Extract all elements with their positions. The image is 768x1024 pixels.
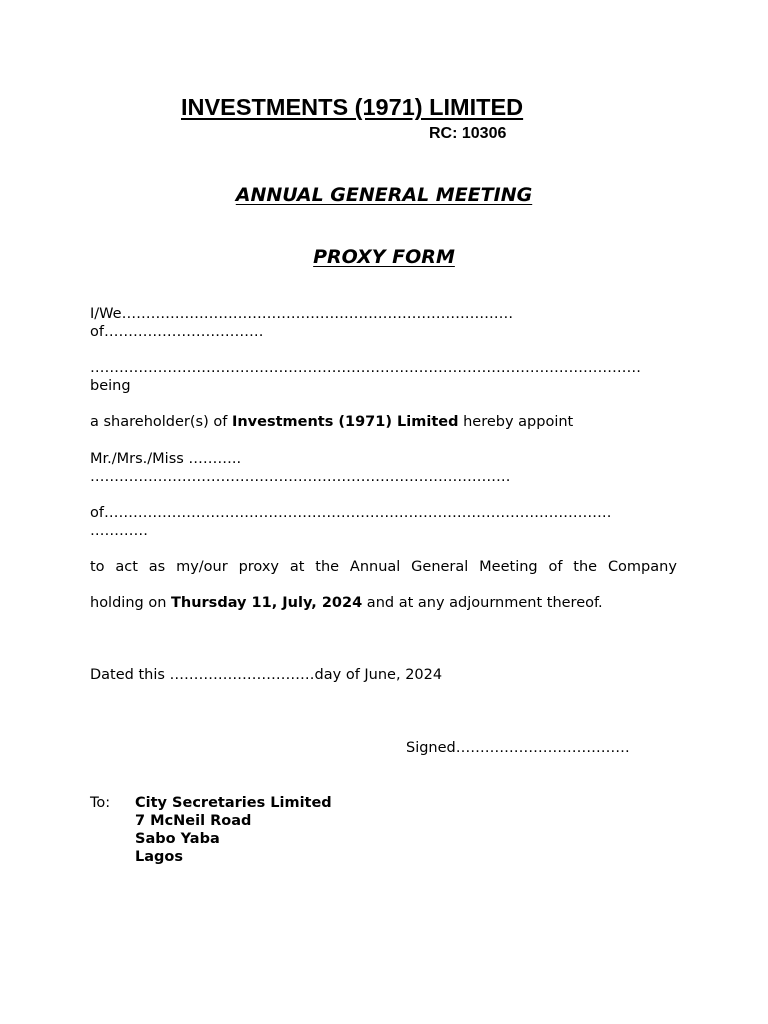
recipient-street: 7 McNeil Road bbox=[135, 813, 252, 829]
being-text: being bbox=[90, 378, 131, 394]
form-title: PROXY FORM bbox=[313, 246, 455, 268]
meeting-date: Thursday 11, July, 2024 bbox=[171, 595, 363, 611]
shareholder-prefix: a shareholder(s) of bbox=[90, 414, 232, 430]
appointee-of-blank-line: of…………………………………………………………………………………………… bbox=[90, 505, 612, 521]
meeting-title: ANNUAL GENERAL MEETING bbox=[235, 184, 533, 206]
proxy-word: act bbox=[115, 559, 138, 575]
proxy-word: Company bbox=[607, 559, 677, 575]
dated-line: Dated this …………………………day of June, 2024 bbox=[90, 667, 443, 683]
proxy-word: as bbox=[148, 559, 166, 575]
proxy-word: Annual bbox=[349, 559, 401, 575]
proxy-word: of bbox=[548, 559, 563, 575]
proxy-statement-line bbox=[90, 559, 677, 575]
appointee-blank-line: …………………………………………………………………………… bbox=[90, 469, 511, 485]
shareholder-suffix: hereby appoint bbox=[458, 414, 574, 430]
signature-line: Signed……………………………… bbox=[406, 740, 630, 756]
proxy-word: the bbox=[315, 559, 340, 575]
of-blank-line: of…………………………… bbox=[90, 324, 264, 340]
proxy-word: Meeting bbox=[479, 559, 538, 575]
recipient-district: Sabo Yaba bbox=[135, 831, 220, 847]
proxy-word: to bbox=[90, 559, 105, 575]
recipient-city: Lagos bbox=[135, 849, 183, 865]
iwe-blank-line: I/We……………………………………………………………………… bbox=[90, 306, 514, 322]
shareholder-company-name: Investments (1971) Limited bbox=[231, 414, 459, 430]
proxy-word: General bbox=[411, 559, 469, 575]
shareholder-statement bbox=[90, 414, 573, 430]
proxy-word: proxy bbox=[238, 559, 279, 575]
holding-suffix: and at any adjournment thereof. bbox=[362, 595, 603, 611]
appointee-of-blank-continuation: ………… bbox=[90, 523, 148, 539]
proxy-word: the bbox=[573, 559, 598, 575]
company-name: INVESTMENTS (1971) LIMITED bbox=[181, 94, 524, 120]
proxy-word: at bbox=[289, 559, 305, 575]
address-blank-line: …………………………………………………………………………………………………… bbox=[90, 360, 641, 376]
to-label: To: bbox=[90, 795, 111, 811]
holding-prefix: holding on bbox=[90, 595, 171, 611]
registration-number: RC: 10306 bbox=[429, 125, 507, 142]
proxy-word: my/our bbox=[176, 559, 228, 575]
appointee-label: Mr./Mrs./Miss ……….. bbox=[90, 451, 242, 467]
recipient-company: City Secretaries Limited bbox=[135, 795, 332, 811]
meeting-date-statement bbox=[90, 595, 603, 611]
